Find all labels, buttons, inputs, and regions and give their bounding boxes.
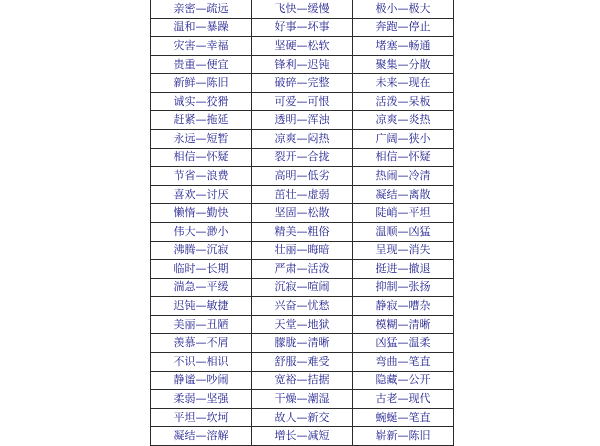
antonym-pair-cell: 精美—粗俗 bbox=[252, 222, 353, 241]
table-row bbox=[151, 352, 454, 371]
antonym-pair-cell: 亲密—疏远 bbox=[151, 0, 252, 18]
antonym-pair-cell: 茁壮—虚弱 bbox=[252, 185, 353, 204]
antonym-pair-cell: 裂开—合拢 bbox=[252, 148, 353, 167]
antonym-pair-cell: 羡慕—不屑 bbox=[151, 334, 252, 353]
antonym-pair-cell: 美丽—丑陋 bbox=[151, 315, 252, 334]
antonym-pair-cell: 抑制—张扬 bbox=[353, 278, 454, 297]
table-row bbox=[151, 222, 454, 241]
antonym-pair-cell: 可爱—可恨 bbox=[252, 92, 353, 111]
antonym-pair-cell: 凉爽—闷热 bbox=[252, 130, 353, 149]
antonym-pair-cell: 相信—怀疑 bbox=[151, 148, 252, 167]
antonym-pair-cell: 朦胧—清晰 bbox=[252, 334, 353, 353]
antonym-pair-cell: 赶紧—拖延 bbox=[151, 111, 252, 130]
antonym-pair-cell: 未来—现在 bbox=[353, 74, 454, 93]
antonym-pair-cell: 柔弱—坚强 bbox=[151, 390, 252, 409]
antonym-pair-cell: 贵重—便宜 bbox=[151, 55, 252, 74]
antonym-pair-cell: 懒惰—勤快 bbox=[151, 204, 252, 223]
antonym-pair-cell: 温顺—凶猛 bbox=[353, 222, 454, 241]
table-row bbox=[151, 111, 454, 130]
antonym-pair-cell: 坚固—松散 bbox=[252, 204, 353, 223]
antonym-pair-cell: 平坦—坎坷 bbox=[151, 408, 252, 427]
table-row bbox=[151, 315, 454, 334]
antonym-pair-cell: 热闹—冷清 bbox=[353, 167, 454, 186]
table-row bbox=[151, 37, 454, 56]
antonym-pair-cell: 新鲜—陈旧 bbox=[151, 74, 252, 93]
antonym-pair-cell: 故人—新交 bbox=[252, 408, 353, 427]
antonym-pair-cell: 严肃—活泼 bbox=[252, 260, 353, 279]
antonym-pair-cell: 古老—现代 bbox=[353, 390, 454, 409]
antonym-pair-cell: 奔跑—停止 bbox=[353, 18, 454, 37]
antonym-pair-cell: 呈现—消失 bbox=[353, 241, 454, 260]
table-row bbox=[151, 297, 454, 316]
antonym-pair-cell: 喜欢—讨厌 bbox=[151, 185, 252, 204]
antonym-pair-cell: 天堂—地狱 bbox=[252, 315, 353, 334]
table-row bbox=[151, 167, 454, 186]
antonym-pair-cell: 永远—短暂 bbox=[151, 130, 252, 149]
antonym-pair-cell: 坚硬—松软 bbox=[252, 37, 353, 56]
antonym-pair-cell: 锋利—迟钝 bbox=[252, 55, 353, 74]
table-row bbox=[151, 130, 454, 149]
table-row bbox=[151, 334, 454, 353]
table-row bbox=[151, 278, 454, 297]
antonym-pair-cell: 相信—怀疑 bbox=[353, 148, 454, 167]
table-row bbox=[151, 185, 454, 204]
antonym-pair-cell: 干燥—潮湿 bbox=[252, 390, 353, 409]
antonym-pair-cell: 堵塞—畅通 bbox=[353, 37, 454, 56]
antonym-pair-cell: 隐藏—公开 bbox=[353, 371, 454, 390]
antonym-pair-cell: 伟大—渺小 bbox=[151, 222, 252, 241]
table-row bbox=[151, 0, 454, 18]
antonym-pair-cell: 宽裕—拮据 bbox=[252, 371, 353, 390]
table-row bbox=[151, 427, 454, 446]
antonym-pair-cell: 蜿蜒—笔直 bbox=[353, 408, 454, 427]
table-row bbox=[151, 260, 454, 279]
antonym-pair-cell: 透明—浑浊 bbox=[252, 111, 353, 130]
antonym-pair-cell: 挺进—撤退 bbox=[353, 260, 454, 279]
antonym-pair-cell: 湍急—平缓 bbox=[151, 278, 252, 297]
antonym-pair-cell: 高明—低劣 bbox=[252, 167, 353, 186]
antonym-pair-cell: 静谧—吵闹 bbox=[151, 371, 252, 390]
antonym-pair-cell: 兴奋—忧愁 bbox=[252, 297, 353, 316]
antonym-pair-cell: 广阔—狭小 bbox=[353, 130, 454, 149]
antonym-pair-cell: 聚集—分散 bbox=[353, 55, 454, 74]
table-row bbox=[151, 204, 454, 223]
antonym-table-sheet bbox=[150, 0, 452, 443]
antonym-pair-cell: 沸腾—沉寂 bbox=[151, 241, 252, 260]
antonym-pair-cell: 陡峭—平坦 bbox=[353, 204, 454, 223]
antonym-pair-cell: 静寂—嘈杂 bbox=[353, 297, 454, 316]
antonym-pair-cell: 灾害—幸福 bbox=[151, 37, 252, 56]
antonym-pair-cell: 不识—相识 bbox=[151, 352, 252, 371]
antonym-pair-cell: 增长—减短 bbox=[252, 427, 353, 446]
antonym-pair-cell: 舒服—难受 bbox=[252, 352, 353, 371]
antonym-pair-cell: 凶猛—温柔 bbox=[353, 334, 454, 353]
antonym-pair-cell: 崭新—陈旧 bbox=[353, 427, 454, 446]
antonym-pair-cell: 温和—暴躁 bbox=[151, 18, 252, 37]
antonym-pair-cell: 节省—浪费 bbox=[151, 167, 252, 186]
table-row bbox=[151, 148, 454, 167]
antonym-pair-cell: 好事—坏事 bbox=[252, 18, 353, 37]
antonym-pair-cell: 破碎—完整 bbox=[252, 74, 353, 93]
table-row bbox=[151, 74, 454, 93]
antonym-pair-cell: 迟钝—敏捷 bbox=[151, 297, 252, 316]
antonym-pair-cell: 凉爽—炎热 bbox=[353, 111, 454, 130]
antonym-pair-cell: 沉寂—喧闹 bbox=[252, 278, 353, 297]
antonym-pair-cell: 凝结—溶解 bbox=[151, 427, 252, 446]
antonym-pair-cell: 极小—极大 bbox=[353, 0, 454, 18]
antonym-pair-cell: 壮丽—晦暗 bbox=[252, 241, 353, 260]
antonym-pair-cell: 临时—长期 bbox=[151, 260, 252, 279]
table-row bbox=[151, 55, 454, 74]
table-row bbox=[151, 371, 454, 390]
table-row bbox=[151, 408, 454, 427]
table-row bbox=[151, 390, 454, 409]
antonym-table bbox=[150, 0, 454, 446]
antonym-pair-cell: 弯曲—笔直 bbox=[353, 352, 454, 371]
antonym-pair-cell: 诚实—狡猾 bbox=[151, 92, 252, 111]
antonym-pair-cell: 活泼—呆板 bbox=[353, 92, 454, 111]
antonym-table-body bbox=[151, 0, 454, 445]
table-row bbox=[151, 241, 454, 260]
antonym-pair-cell: 模糊—清晰 bbox=[353, 315, 454, 334]
table-row bbox=[151, 92, 454, 111]
antonym-pair-cell: 飞快—缓慢 bbox=[252, 0, 353, 18]
table-row bbox=[151, 18, 454, 37]
antonym-pair-cell: 凝结—离散 bbox=[353, 185, 454, 204]
